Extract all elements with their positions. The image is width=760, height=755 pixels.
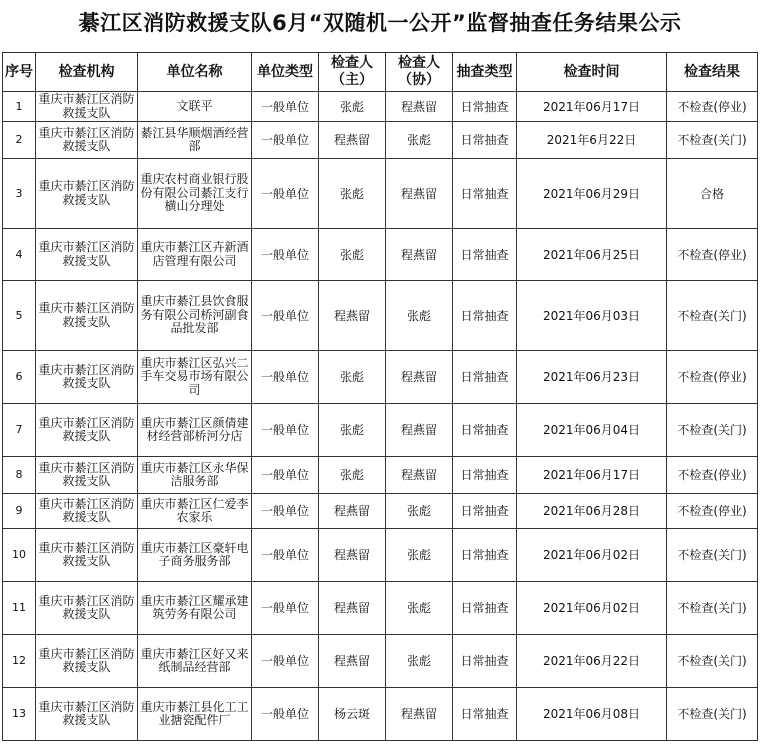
- cell-main: 张彪: [319, 351, 386, 404]
- header-cell: 抽查类型: [453, 53, 517, 92]
- cell-main: 张彪: [319, 159, 386, 229]
- cell-assist: 程燕留: [386, 229, 453, 281]
- cell-assist: 程燕留: [386, 688, 453, 741]
- cell-date: 2021年06月25日: [517, 229, 667, 281]
- table-row: [3, 457, 758, 494]
- cell-check-type: 日常抽查: [453, 529, 517, 582]
- cell-org: 重庆市綦江区消防救援支队: [36, 635, 138, 688]
- cell-type: 一般单位: [252, 159, 319, 229]
- cell-date: 2021年06月28日: [517, 494, 667, 529]
- cell-unit: 重庆市綦江区耀承建筑劳务有限公司: [138, 582, 252, 635]
- cell-result: 不检查(关门): [667, 635, 758, 688]
- header-row: [3, 53, 758, 92]
- cell-type: 一般单位: [252, 229, 319, 281]
- cell-org: 重庆市綦江区消防救援支队: [36, 582, 138, 635]
- cell-no: 9: [3, 494, 36, 529]
- cell-result: 合格: [667, 159, 758, 229]
- cell-no: 10: [3, 529, 36, 582]
- cell-type: 一般单位: [252, 92, 319, 122]
- cell-check-type: 日常抽查: [453, 494, 517, 529]
- cell-date: 2021年06月17日: [517, 457, 667, 494]
- cell-no: 7: [3, 404, 36, 457]
- table-row: [3, 159, 758, 229]
- cell-assist: 张彪: [386, 529, 453, 582]
- table-row: [3, 92, 758, 122]
- cell-date: 2021年06月17日: [517, 92, 667, 122]
- cell-type: 一般单位: [252, 122, 319, 159]
- cell-result: 不检查(关门): [667, 281, 758, 351]
- cell-unit: 重庆市綦江区永华保洁服务部: [138, 457, 252, 494]
- cell-no: 6: [3, 351, 36, 404]
- cell-check-type: 日常抽查: [453, 635, 517, 688]
- cell-unit: 重庆市綦江区卉新酒店管理有限公司: [138, 229, 252, 281]
- header-cell: 检查机构: [36, 53, 138, 92]
- cell-no: 4: [3, 229, 36, 281]
- cell-org: 重庆市綦江区消防救援支队: [36, 92, 138, 122]
- cell-check-type: 日常抽查: [453, 688, 517, 741]
- cell-result: 不检查(关门): [667, 582, 758, 635]
- cell-main: 张彪: [319, 92, 386, 122]
- cell-no: 13: [3, 688, 36, 741]
- cell-result: 不检查(停业): [667, 229, 758, 281]
- cell-type: 一般单位: [252, 494, 319, 529]
- cell-date: 2021年06月03日: [517, 281, 667, 351]
- cell-date: 2021年06月02日: [517, 529, 667, 582]
- cell-main: 程燕留: [319, 281, 386, 351]
- cell-result: 不检查(停业): [667, 92, 758, 122]
- cell-type: 一般单位: [252, 281, 319, 351]
- result-table: [2, 52, 758, 741]
- cell-check-type: 日常抽查: [453, 457, 517, 494]
- cell-date: 2021年06月23日: [517, 351, 667, 404]
- cell-unit: 重庆农村商业银行股份有限公司綦江支行横山分理处: [138, 159, 252, 229]
- cell-result: 不检查(关门): [667, 529, 758, 582]
- cell-org: 重庆市綦江区消防救援支队: [36, 351, 138, 404]
- cell-org: 重庆市綦江区消防救援支队: [36, 404, 138, 457]
- cell-assist: 张彪: [386, 494, 453, 529]
- cell-unit: 重庆市綦江区好又来纸制品经营部: [138, 635, 252, 688]
- cell-check-type: 日常抽查: [453, 229, 517, 281]
- cell-unit: 綦江县华顺烟酒经营部: [138, 122, 252, 159]
- cell-result: 不检查(停业): [667, 457, 758, 494]
- table-row: [3, 122, 758, 159]
- cell-no: 3: [3, 159, 36, 229]
- cell-date: 2021年06月04日: [517, 404, 667, 457]
- table-row: [3, 281, 758, 351]
- cell-org: 重庆市綦江区消防救援支队: [36, 529, 138, 582]
- cell-assist: 程燕留: [386, 92, 453, 122]
- table-row: [3, 688, 758, 741]
- cell-unit: 重庆市綦江县化工工业搪瓷配件厂: [138, 688, 252, 741]
- table-row: [3, 404, 758, 457]
- header-cell: 检查人（主）: [319, 53, 386, 92]
- cell-unit: 重庆市綦江区豪轩电子商务服务部: [138, 529, 252, 582]
- cell-result: 不检查(停业): [667, 494, 758, 529]
- cell-type: 一般单位: [252, 351, 319, 404]
- cell-date: 2021年06月29日: [517, 159, 667, 229]
- cell-main: 程燕留: [319, 635, 386, 688]
- cell-assist: 程燕留: [386, 457, 453, 494]
- cell-no: 1: [3, 92, 36, 122]
- cell-org: 重庆市綦江区消防救援支队: [36, 281, 138, 351]
- cell-unit: 文联平: [138, 92, 252, 122]
- cell-type: 一般单位: [252, 688, 319, 741]
- cell-assist: 程燕留: [386, 351, 453, 404]
- cell-check-type: 日常抽查: [453, 582, 517, 635]
- cell-date: 2021年06月08日: [517, 688, 667, 741]
- cell-type: 一般单位: [252, 404, 319, 457]
- cell-assist: 张彪: [386, 582, 453, 635]
- table-row: [3, 494, 758, 529]
- cell-check-type: 日常抽查: [453, 92, 517, 122]
- cell-unit: 重庆市綦江县饮食服务有限公司桥河副食品批发部: [138, 281, 252, 351]
- header-cell: 检查结果: [667, 53, 758, 92]
- cell-unit: 重庆市綦江区仁爱李农家乐: [138, 494, 252, 529]
- cell-org: 重庆市綦江区消防救援支队: [36, 122, 138, 159]
- cell-assist: 张彪: [386, 281, 453, 351]
- cell-main: 张彪: [319, 457, 386, 494]
- cell-date: 2021年06月02日: [517, 582, 667, 635]
- cell-unit: 重庆市綦江区弘兴二手车交易市场有限公司: [138, 351, 252, 404]
- cell-main: 程燕留: [319, 494, 386, 529]
- table-row: [3, 582, 758, 635]
- header-cell: 单位类型: [252, 53, 319, 92]
- cell-no: 5: [3, 281, 36, 351]
- cell-org: 重庆市綦江区消防救援支队: [36, 494, 138, 529]
- cell-check-type: 日常抽查: [453, 351, 517, 404]
- cell-date: 2021年6月22日: [517, 122, 667, 159]
- cell-result: 不检查(关门): [667, 688, 758, 741]
- table-row: [3, 229, 758, 281]
- cell-org: 重庆市綦江区消防救援支队: [36, 688, 138, 741]
- page-title: 綦江区消防救援支队6月“双随机一公开”监督抽查任务结果公示: [78, 11, 682, 35]
- table-row: [3, 351, 758, 404]
- cell-main: 程燕留: [319, 529, 386, 582]
- header-cell: 检查人（协）: [386, 53, 453, 92]
- cell-main: 程燕留: [319, 122, 386, 159]
- cell-result: 不检查(停业): [667, 351, 758, 404]
- cell-type: 一般单位: [252, 635, 319, 688]
- cell-no: 8: [3, 457, 36, 494]
- cell-assist: 程燕留: [386, 159, 453, 229]
- cell-check-type: 日常抽查: [453, 281, 517, 351]
- cell-main: 张彪: [319, 404, 386, 457]
- cell-main: 杨云斑: [319, 688, 386, 741]
- header-cell: 检查时间: [517, 53, 667, 92]
- cell-check-type: 日常抽查: [453, 404, 517, 457]
- cell-no: 12: [3, 635, 36, 688]
- cell-result: 不检查(关门): [667, 404, 758, 457]
- table-row: [3, 529, 758, 582]
- header-cell: 单位名称: [138, 53, 252, 92]
- cell-type: 一般单位: [252, 529, 319, 582]
- table-row: [3, 635, 758, 688]
- cell-org: 重庆市綦江区消防救援支队: [36, 159, 138, 229]
- cell-check-type: 日常抽查: [453, 159, 517, 229]
- cell-assist: 程燕留: [386, 404, 453, 457]
- cell-date: 2021年06月22日: [517, 635, 667, 688]
- cell-main: 张彪: [319, 229, 386, 281]
- cell-assist: 张彪: [386, 122, 453, 159]
- cell-main: 程燕留: [319, 582, 386, 635]
- cell-no: 11: [3, 582, 36, 635]
- header-cell: 序号: [3, 53, 36, 92]
- cell-unit: 重庆市綦江区颜倩建材经营部桥河分店: [138, 404, 252, 457]
- cell-result: 不检查(关门): [667, 122, 758, 159]
- cell-check-type: 日常抽查: [453, 122, 517, 159]
- cell-type: 一般单位: [252, 457, 319, 494]
- cell-org: 重庆市綦江区消防救援支队: [36, 229, 138, 281]
- cell-assist: 张彪: [386, 635, 453, 688]
- cell-org: 重庆市綦江区消防救援支队: [36, 457, 138, 494]
- cell-no: 2: [3, 122, 36, 159]
- cell-type: 一般单位: [252, 582, 319, 635]
